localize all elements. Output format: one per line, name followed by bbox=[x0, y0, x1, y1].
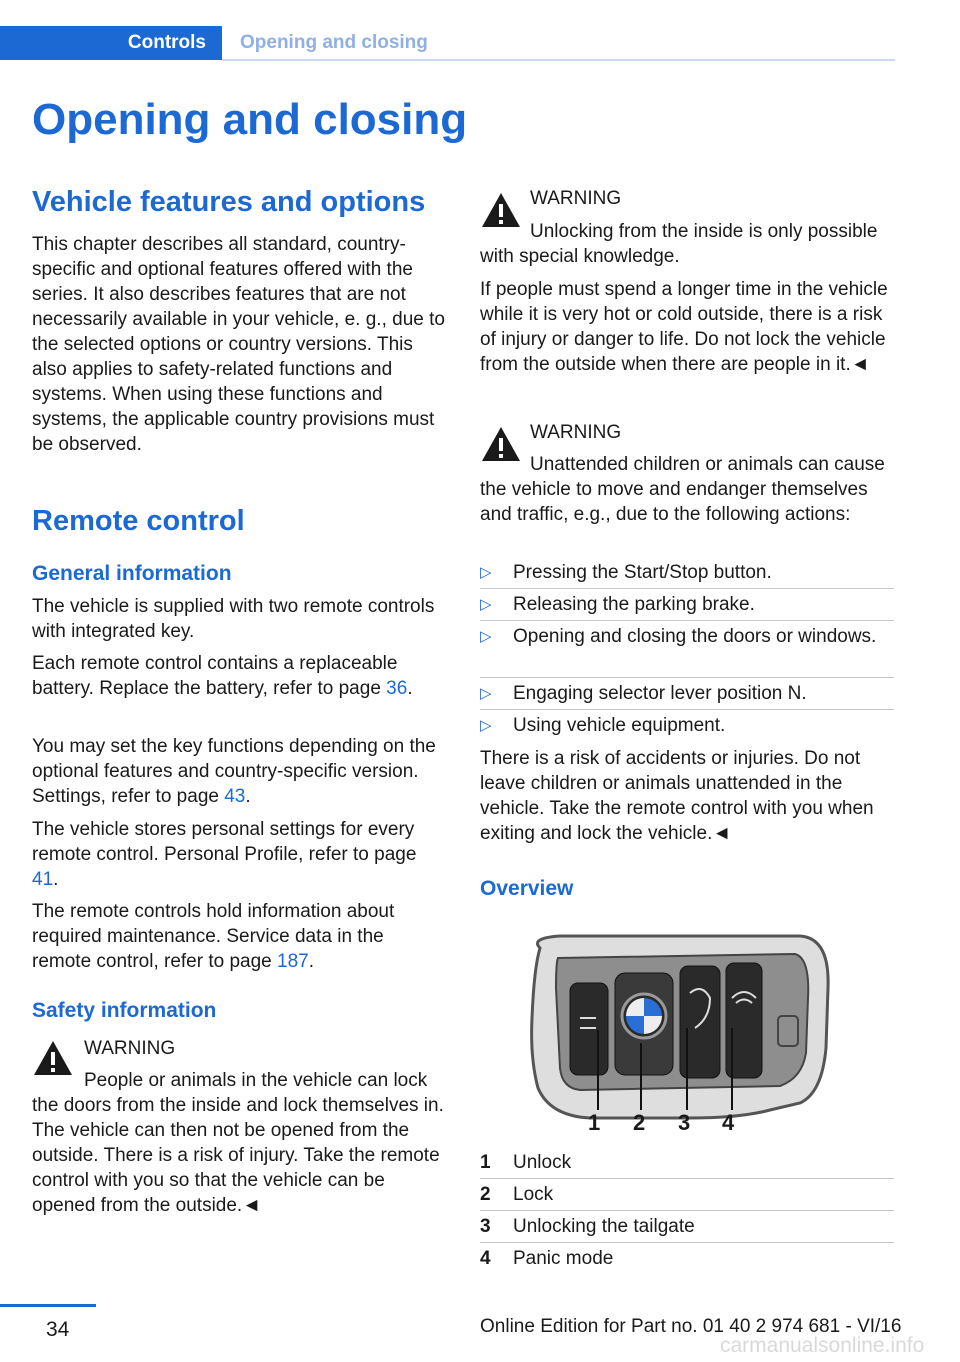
subsection-general-information: General information bbox=[32, 562, 232, 585]
link-page-187[interactable]: 187 bbox=[277, 951, 309, 972]
list-divider bbox=[480, 709, 894, 710]
list-divider bbox=[480, 588, 894, 589]
warning-text-hot-cold: If people must spend a longer time in the vehicle while it is very hot or cold outside, there is a risk of injury or danger to life. Do not lock the vehicle from the outside when there are people in it.◄ bbox=[480, 279, 888, 375]
link-page-41[interactable]: 41 bbox=[32, 869, 54, 890]
triangle-bullet-icon: ▷ bbox=[480, 717, 492, 734]
legend-divider bbox=[480, 1178, 894, 1179]
intro-paragraph: This chapter describes all standard, country-specific and optional features offered with the series. It also describes features that are not necessarily available in your vehicle, e. g., due to the selected options or country versions. This also applies to safety-related functions and systems. When using these functions and systems, the applicable country provisions must be observed. bbox=[32, 234, 445, 455]
list-item-text: Releasing the parking brake. bbox=[513, 594, 755, 615]
section-title-remote-control: Remote control bbox=[32, 505, 245, 537]
warning-text-children: Unattended children or animals can cause the vehicle to move and endanger themselves and traffic, e.g., due to the following actions: bbox=[480, 454, 885, 525]
triangle-bullet-icon: ▷ bbox=[480, 628, 492, 645]
paragraph-remote-count: The vehicle is supplied with two remote controls with integrated key. bbox=[32, 596, 435, 642]
edition-text: Online Edition for Part no. 01 40 2 974 681 - VI/16 bbox=[480, 1316, 902, 1337]
triangle-bullet-icon: ▷ bbox=[480, 564, 492, 581]
page-title: Opening and closing bbox=[32, 95, 468, 144]
list-item-text: Pressing the Start/Stop button. bbox=[513, 562, 772, 583]
list-item-text: Engaging selector lever position N. bbox=[513, 683, 807, 704]
paragraph-battery: Each remote control contains a replaceable battery. Replace the battery, refer to page 36. bbox=[32, 653, 413, 699]
tab-opening-and-closing[interactable]: Opening and closing bbox=[240, 32, 428, 53]
legend-number: 2 bbox=[480, 1184, 491, 1205]
paragraph-service-data: The remote controls hold information about required maintenance. Service data in the remote control, refer to page 187. bbox=[32, 901, 395, 972]
list-item-text: Using vehicle equipment. bbox=[513, 715, 726, 736]
legend-divider bbox=[480, 1210, 894, 1211]
callout-number: 3 bbox=[678, 1110, 691, 1135]
page-header bbox=[0, 26, 895, 62]
legend-label: Panic mode bbox=[513, 1248, 614, 1269]
warning-text-lock-in: People or animals in the vehicle can lock the doors from the inside and lock themselves in. The vehicle can then not be opened from the outside. There is a risk of injury. Take the remote control with you so that the vehicle can be opened from the outside.◄ bbox=[32, 1070, 444, 1216]
list-divider bbox=[480, 620, 894, 621]
header-divider bbox=[222, 59, 895, 61]
remote-control-illustration bbox=[510, 928, 840, 1138]
warning-label: WARNING bbox=[530, 422, 622, 443]
legend-divider bbox=[480, 1242, 894, 1243]
paragraph-service-data-text: The remote controls hold information about required maintenance. Service data in the remote control, refer to page bbox=[32, 901, 395, 972]
section-title-vehicle-features: Vehicle features and options bbox=[32, 186, 426, 218]
list-item-text: Opening and closing the doors or windows. bbox=[513, 626, 877, 647]
legend-number: 1 bbox=[480, 1152, 491, 1173]
warning-text-unlocking: Unlocking from the inside is only possible with special knowledge. bbox=[480, 221, 878, 267]
paragraph-personal-profile-text: The vehicle stores personal settings for every remote control. Personal Profile, refer to page bbox=[32, 819, 417, 865]
triangle-bullet-icon: ▷ bbox=[480, 596, 492, 613]
paragraph-battery-text: Each remote control contains a replaceable battery. Replace the battery, refer to page bbox=[32, 653, 398, 699]
paragraph-personal-profile: The vehicle stores personal settings for every remote control. Personal Profile, refer to page 41. bbox=[32, 819, 417, 890]
legend-label: Unlock bbox=[513, 1152, 572, 1173]
footer-divider bbox=[0, 1304, 96, 1307]
legend-number: 3 bbox=[480, 1216, 491, 1237]
watermark: carmanualsonline.info bbox=[720, 1334, 925, 1357]
tab-controls[interactable]: Controls bbox=[0, 26, 222, 60]
legend-label: Unlocking the tailgate bbox=[513, 1216, 695, 1237]
warning-text-risk: There is a risk of accidents or injuries. Do not leave children or animals unattended in the vehicle. Take the remote control with you when exiting and lock the vehicle.◄ bbox=[480, 748, 874, 844]
link-page-36[interactable]: 36 bbox=[386, 678, 408, 699]
legend-number: 4 bbox=[480, 1248, 491, 1269]
warning-label: WARNING bbox=[530, 188, 622, 209]
callout-number: 2 bbox=[633, 1110, 646, 1135]
list-divider bbox=[480, 677, 894, 678]
paragraph-key-functions-text: You may set the key functions depending on the optional features and country-specific version. Settings, refer to page bbox=[32, 736, 436, 807]
callout-number: 4 bbox=[722, 1110, 735, 1135]
legend-label: Lock bbox=[513, 1184, 554, 1205]
paragraph-key-functions: You may set the key functions depending on the optional features and country-specific version. Settings, refer to page 43. bbox=[32, 736, 436, 807]
link-page-43[interactable]: 43 bbox=[224, 786, 246, 807]
warning-label: WARNING bbox=[84, 1038, 176, 1059]
subsection-safety-information: Safety information bbox=[32, 999, 217, 1022]
callout-number: 1 bbox=[588, 1110, 601, 1135]
page-number: 34 bbox=[46, 1318, 70, 1341]
subsection-overview: Overview bbox=[480, 877, 574, 900]
triangle-bullet-icon: ▷ bbox=[480, 685, 492, 702]
